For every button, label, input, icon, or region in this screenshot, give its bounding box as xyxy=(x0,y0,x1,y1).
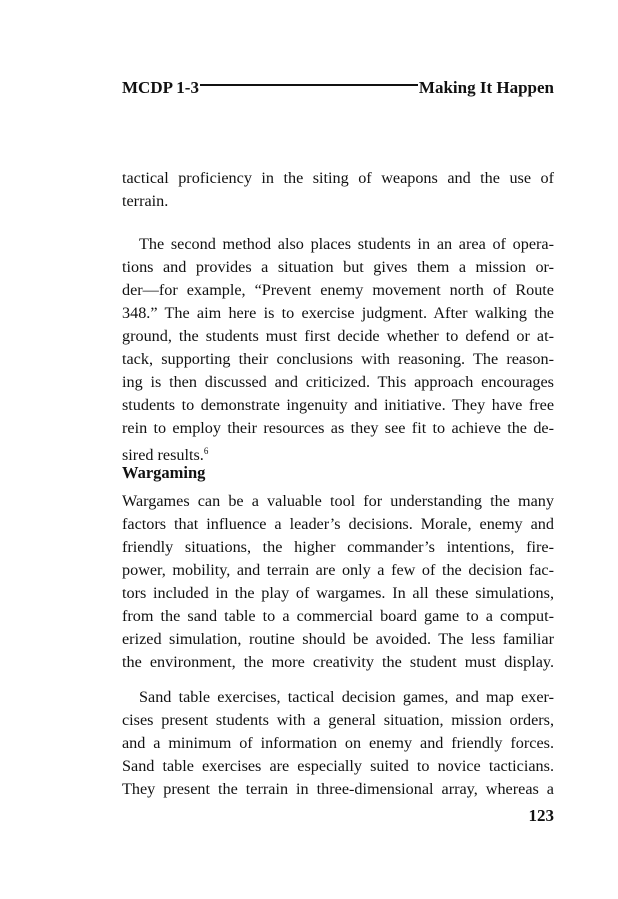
text-line: friendly situations, the higher commander’s intentions, fire- xyxy=(122,538,554,556)
footnote-marker: 6 xyxy=(203,446,209,456)
header-left: MCDP 1-3 xyxy=(122,78,199,97)
text-line: rein to employ their resources as they see fit to achieve the de- xyxy=(122,419,554,437)
section-heading: Wargaming xyxy=(122,463,206,482)
text-line: factors that influence a leader’s decisions. Morale, enemy and xyxy=(122,515,554,533)
text-line: from the sand table to a commercial board game to a comput- xyxy=(122,607,554,625)
text-span: sired results. xyxy=(122,446,204,464)
text-line: erized simulation, routine should be avoided. The less familiar xyxy=(122,630,554,648)
text-line: Wargames can be a valuable tool for understanding the many xyxy=(122,492,554,510)
text-line: and a minimum of information on enemy and friendly forces. xyxy=(122,734,554,752)
text-line: Sand table exercises, tactical decision games, and map exer- xyxy=(139,688,554,706)
text-line: ground, the students must first decide whether to defend or at- xyxy=(122,327,554,345)
text-line: The second method also places students in an area of opera- xyxy=(139,235,554,253)
text-line: tors included in the play of wargames. In all these simulations, xyxy=(122,584,554,602)
text-line: tactical proficiency in the siting of weapons and the use of xyxy=(122,169,554,187)
text-line: the environment, the more creativity the student must display. xyxy=(122,653,554,671)
text-line: terrain. xyxy=(122,192,169,210)
text-line: ing is then discussed and criticized. This approach encourages xyxy=(122,373,554,391)
text-line: students to demonstrate ingenuity and initiative. They have free xyxy=(122,396,554,414)
text-line: tions and provides a situation but gives them a mission or- xyxy=(122,258,554,276)
text-line: 348.” The aim here is to exercise judgment. After walking the xyxy=(122,304,554,322)
text-line: tack, supporting their conclusions with reasoning. The reason- xyxy=(122,350,554,368)
text-line: Sand table exercises are especially suited to novice tacticians. xyxy=(122,757,554,775)
text-line: cises present students with a general situation, mission orders, xyxy=(122,711,554,729)
header-rule xyxy=(200,84,418,86)
header-right: Making It Happen xyxy=(418,78,554,97)
running-header xyxy=(122,76,554,100)
page-number: 123 xyxy=(528,806,554,825)
text-line: They present the terrain in three-dimensional array, whereas a xyxy=(122,780,554,798)
text-line: der—for example, “Prevent enemy movement north of Route xyxy=(122,281,554,299)
text-line: power, mobility, and terrain are only a few of the decision fac- xyxy=(122,561,554,579)
